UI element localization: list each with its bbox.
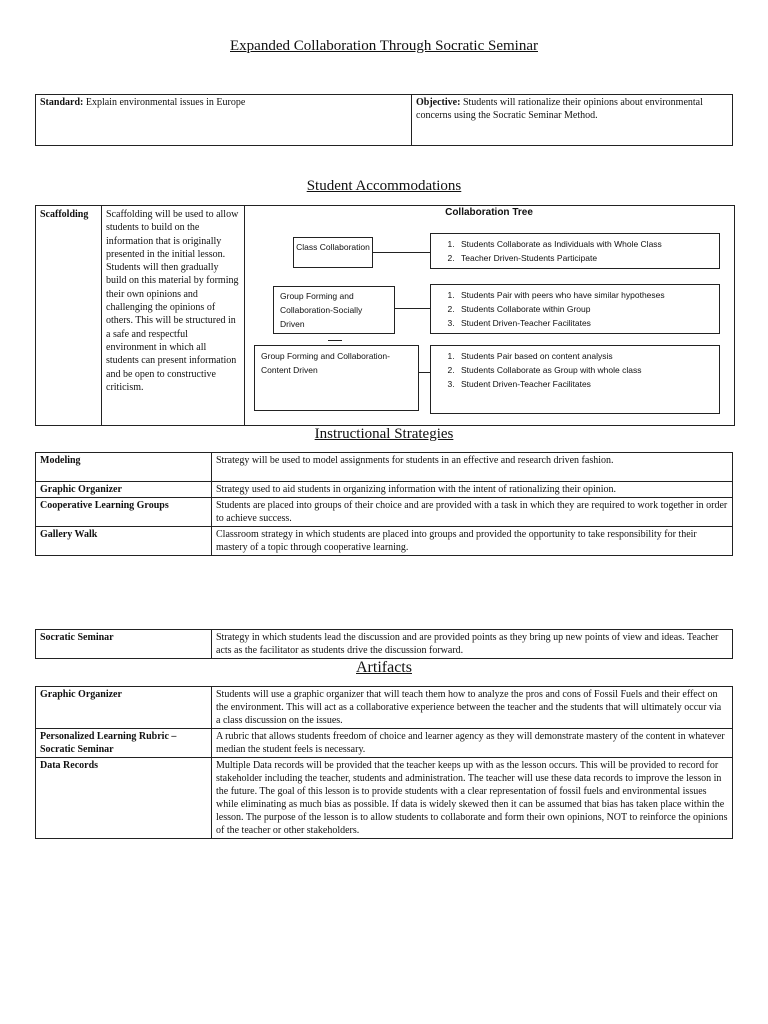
tree-item: 3. Student Driven-Teacher Facilitates xyxy=(457,316,719,330)
accommodations-heading: Student Accommodations xyxy=(306,178,462,194)
strategy-name: Modeling xyxy=(36,453,212,482)
divider xyxy=(101,206,102,425)
tree-leaf-content xyxy=(430,345,720,414)
scaffolding-label: Scaffolding xyxy=(40,209,89,220)
strategy-name: Gallery Walk xyxy=(36,527,212,556)
strategy-desc: Classroom strategy in which students are placed into groups and provided the opportunity to take responsibility for their mastery of a topic through cooperative learning. xyxy=(212,527,733,556)
strategy-desc: Strategy in which students lead the discussion and are provided points as they bring up new points of view and ideas. Teacher acts as the facilitator as students drive the discussion forward. xyxy=(212,630,733,659)
tree-node-class-collaboration: Class Collaboration xyxy=(293,237,373,268)
tree-item: 2. Students Collaborate within Group xyxy=(457,302,719,316)
strategy-desc: Strategy will be used to model assignments for students in an effective and research driven fashion. xyxy=(212,453,733,482)
artifacts-heading: Artifacts xyxy=(356,659,412,676)
strategies-table xyxy=(35,452,733,556)
table-row xyxy=(36,482,733,498)
standard-cell xyxy=(36,95,412,146)
artifacts-table xyxy=(35,686,733,839)
tree-node-content-driven: Group Forming and Collaboration-Content Driven xyxy=(254,345,419,411)
standard-objective-table xyxy=(35,94,733,146)
tree-item: 2. Students Collaborate as Group with whole class xyxy=(457,363,719,377)
artifact-desc: A rubric that allows students freedom of choice and learner agency as they will demonstrate mastery of the content in whatever median the student feels is necessary. xyxy=(212,729,733,758)
table-row xyxy=(36,687,733,729)
strategy-name: Cooperative Learning Groups xyxy=(36,498,212,527)
standard-label: Standard: xyxy=(40,97,84,108)
table-row xyxy=(36,453,733,482)
connector xyxy=(395,308,430,309)
tree-item: 1. Students Collaborate as Individuals with Whole Class xyxy=(457,237,719,251)
artifact-name: Data Records xyxy=(36,758,212,839)
table-row xyxy=(36,527,733,556)
tree-item: 3. Student Driven-Teacher Facilitates xyxy=(457,377,719,391)
tree-item: 2. Teacher Driven-Students Participate xyxy=(457,251,719,265)
page-title: Expanded Collaboration Through Socratic Seminar xyxy=(230,38,538,54)
table-row xyxy=(36,630,733,659)
divider xyxy=(244,206,245,425)
strategy-desc: Strategy used to aid students in organizing information with the intent of rationalizing their opinion. xyxy=(212,482,733,498)
strategies-heading: Instructional Strategies xyxy=(314,426,454,442)
connector xyxy=(419,372,430,373)
tree-item: 1. Students Pair with peers who have similar hypotheses xyxy=(457,288,719,302)
standard-text: Explain environmental issues in Europe xyxy=(83,97,246,108)
table-row xyxy=(36,498,733,527)
strategy-desc: Students are placed into groups of their choice and are provided with a task in which they are required to work together in order to achieve success. xyxy=(212,498,733,527)
artifact-name: Personalized Learning Rubric – Socratic Seminar xyxy=(36,729,212,758)
artifact-desc: Students will use a graphic organizer that will teach them how to analyze the pros and cons of Fossil Fuels and their effect on the environment. This will act as a collaborative experience between the teacher and the students that will ultimately occur via a class discussion on the issues. xyxy=(212,687,733,729)
objective-label: Objective: xyxy=(416,97,461,108)
tree-leaf-socially xyxy=(430,284,720,334)
strategy-name: Graphic Organizer xyxy=(36,482,212,498)
objective-cell xyxy=(412,95,733,146)
socratic-table xyxy=(35,629,733,659)
artifact-name: Graphic Organizer xyxy=(36,687,212,729)
artifact-desc: Multiple Data records will be provided that the teacher keeps up with as the lesson occurs. This will be provided to record for stakeholder including the teacher, students and administration. The teacher will use these data records to improve the lesson in the future. The goal of this lesson is to provide students with a clear representation of fossil fuels and environmental issues while eliminating as much bias as possible. If data is widely skewed then it can be assumed that bias has taken place within the lesson. The purpose of the lesson is to allow students to collaborate and form their own opinions, NOT to reinforce the opinions of the teacher or other stakeholders. xyxy=(212,758,733,839)
collaboration-tree-title: Collaboration Tree xyxy=(445,207,533,218)
connector xyxy=(373,252,430,253)
table-row xyxy=(36,729,733,758)
tree-node-socially-driven: Group Forming and Collaboration-Socially Driven xyxy=(273,286,395,334)
tree-item: 1. Students Pair based on content analysis xyxy=(457,349,719,363)
connector xyxy=(328,340,342,341)
tree-leaf-class xyxy=(430,233,720,269)
objective-text: Students will rationalize their opinions about environmental concerns using the Socratic Seminar Method. xyxy=(416,97,703,121)
scaffolding-text: Scaffolding will be used to allow students to build on the information that is originally presented in the initial lesson. Students will then gradually build on this material by forming their own opinions and challenging the opinions of others. This will be structured in a safe and respectful environment in which all students can present information and be open to constructive criticism. xyxy=(106,209,239,393)
table-row xyxy=(36,758,733,839)
strategy-name: Socratic Seminar xyxy=(36,630,212,659)
